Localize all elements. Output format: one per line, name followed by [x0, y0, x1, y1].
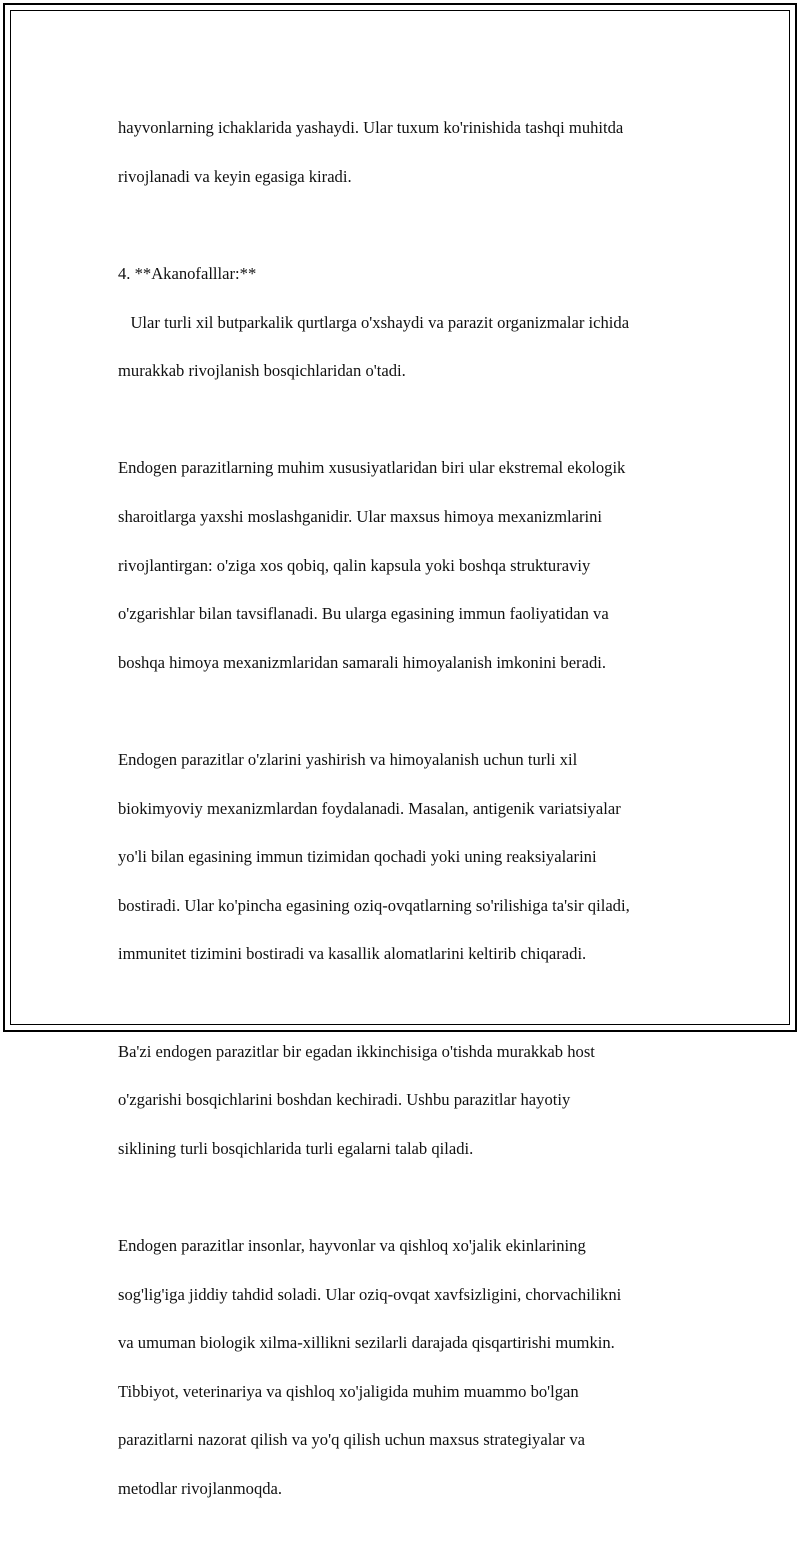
text-line: Ba'zi endogen parazitlar bir egadan ikkinchisiga o'tishda murakkab host — [118, 1041, 595, 1061]
text-line: o'zgarishlar bilan tavsiflanadi. Bu ularga egasining immun faoliyatidan va — [118, 604, 609, 624]
document-body — [118, 92, 698, 1550]
paragraph — [118, 92, 698, 213]
paragraph — [118, 724, 698, 991]
text-line: rivojlantirgan: o'ziga xos qobiq, qalin kapsula yoki boshqa strukturaviy — [118, 555, 591, 575]
text-line: bostiradi. Ular ko'pincha egasining oziq-ovqatlarning so'rilishiga ta'sir qiladi, — [118, 895, 630, 915]
text-line: sog'lig'iga jiddiy tahdid soladi. Ular oziq-ovqat xavfsizligini, chorvachilikni — [118, 1284, 622, 1304]
text-line: o'zgarishi bosqichlarini boshdan kechiradi. Ushbu parazitlar hayotiy — [118, 1090, 571, 1110]
text-line: yo'li bilan egasining immun tizimidan qochadi yoki uning reaksiyalarini — [118, 847, 597, 867]
text-line: Endogen parazitlarning muhim xususiyatlaridan biri ular ekstremal ekologik — [118, 458, 626, 478]
text-line: hayvonlarning ichaklarida yashaydi. Ular tuxum ko'rinishida tashqi muhitda — [118, 118, 624, 138]
text-line: immunitet tizimini bostiradi va kasallik alomatlarini keltirib chiqaradi. — [118, 944, 587, 964]
text-line: murakkab rivojlanish bosqichlaridan o'tadi. — [118, 361, 406, 381]
paragraph — [118, 1210, 698, 1526]
text-line: Tibbiyot, veterinariya va qishloq xo'jaligida muhim muammo bo'lgan — [118, 1381, 579, 1401]
text-line: rivojlanadi va keyin egasiga kiradi. — [118, 166, 352, 186]
text-line: sharoitlarga yaxshi moslashganidir. Ular maxsus himoya mexanizmlarini — [118, 507, 603, 527]
paragraph — [118, 432, 698, 699]
text-line: boshqa himoya mexanizmlaridan samarali himoyalanish imkonini beradi. — [118, 652, 607, 672]
text-line: parazitlarni nazorat qilish va yo'q qilish uchun maxsus strategiyalar va — [118, 1430, 586, 1450]
list-item-heading: 4. **Akanofalllar:** — [118, 264, 257, 284]
text-line: metodlar rivojlanmoqda. — [118, 1478, 283, 1498]
paragraph — [118, 238, 698, 408]
text-line: siklining turli bosqichlarida turli egalarni talab qiladi. — [118, 1138, 474, 1158]
text-line: Endogen parazitlar insonlar, hayvonlar va qishloq xo'jalik ekinlarining — [118, 1235, 586, 1255]
text-line: va umuman biologik xilma-xillikni sezilarli darajada qisqartirishi mumkin. — [118, 1333, 615, 1353]
text-line: biokimyoviy mexanizmlardan foydalanadi. Masalan, antigenik variatsiyalar — [118, 798, 621, 818]
text-line: Endogen parazitlar o'zlarini yashirish va himoyalanish uchun turli xil — [118, 750, 578, 770]
paragraph — [118, 1015, 698, 1185]
text-line: Ular turli xil butparkalik qurtlarga o'xshaydi va parazit organizmalar ichida — [118, 312, 630, 332]
